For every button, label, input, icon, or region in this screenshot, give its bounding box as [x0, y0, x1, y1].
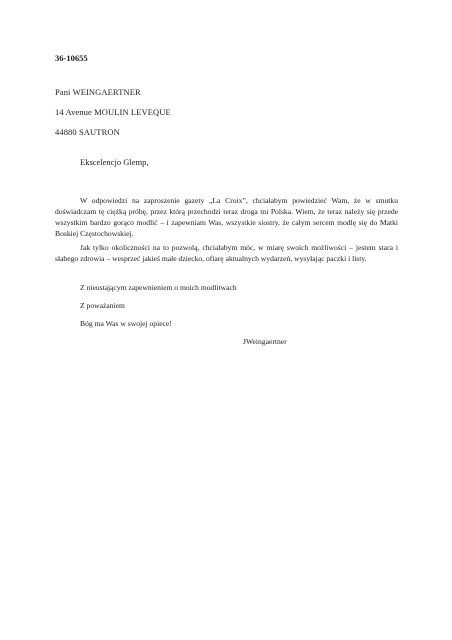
address-street: 14 Avenue MOULIN LEVEQUE — [55, 107, 171, 117]
paragraph-1: W odpowiedzi na zaproszenie gazety „La Croix”, chciałabym powiedzieć Wam, że w smutku doświadczam tę ciężką próbę, przez którą przechodzi teraz droga mi Polska. Wiem, że teraz należy się przede wszystkim bardzo gorąco modlić – i zapewniam Was, wszystkie siostry, że całym sercem modlę się do Matki Boskiej Częstochowskiej. — [55, 196, 398, 238]
reference-number: 36-10655 — [55, 53, 88, 63]
closing-regards: Z poważaniem — [80, 301, 125, 310]
salutation: Ekscelencjo Glemp, — [80, 157, 149, 167]
paragraph-2: Jak tylko okoliczności na to pozwolą, chciałabym móc, w miarę swoich możliwości – jestem stara i słabego zdrowia – wesprzeć jakieś małe dziecko, ofiarę aktualnych wydarzeń, wysyłając paczki i listy. — [55, 243, 398, 263]
closing-prayer: Z nieustającym zapewnieniem o moich modlitwach — [80, 283, 237, 292]
address-city: 44880 SAUTRON — [55, 127, 120, 137]
signature: JWeingaertner — [243, 337, 287, 346]
address-name: Pani WEINGAERTNER — [55, 87, 141, 97]
closing-blessing: Bóg ma Was w swojej opiece! — [80, 319, 172, 328]
